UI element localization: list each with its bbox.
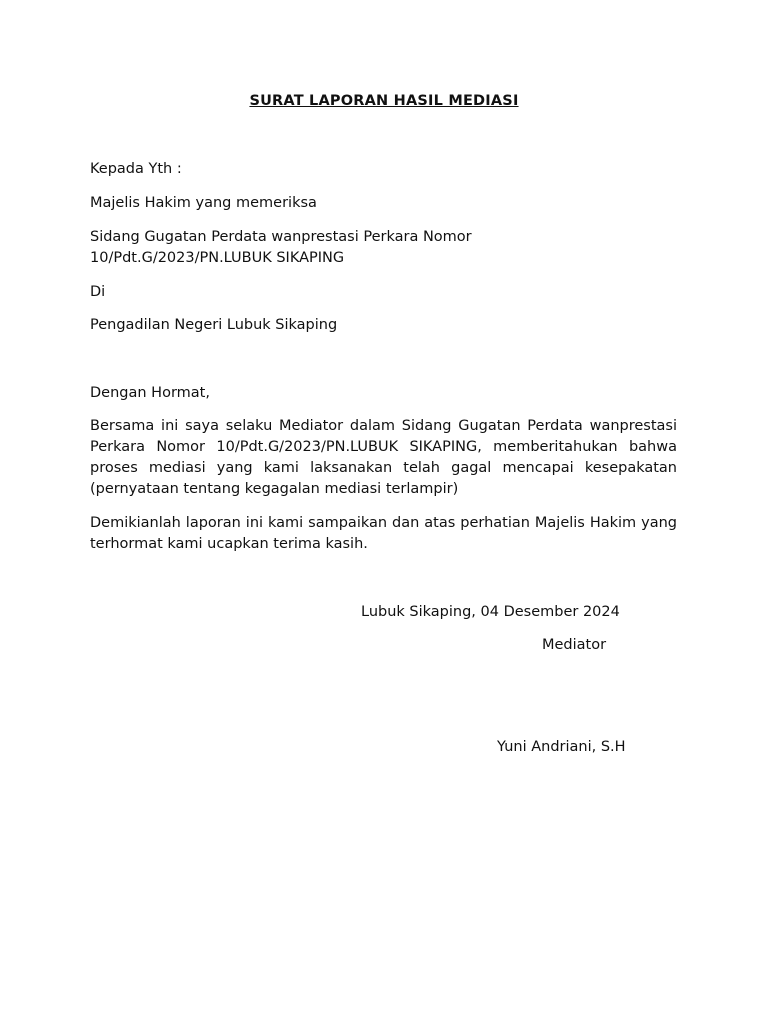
recipient-salutation: Kepada Yth :: [90, 161, 182, 177]
greeting: Dengan Hormat,: [90, 385, 210, 401]
recipient-line-judges: Majelis Hakim yang memeriksa: [90, 195, 317, 211]
body-paragraph-2: Demikianlah laporan ini kami sampaikan dan atas perhatian Majelis Hakim yang terhormat kami ucapkan terima kasih.: [90, 515, 677, 552]
recipient-line-case-number: 10/Pdt.G/2023/PN.LUBUK SIKAPING: [90, 250, 345, 266]
signatory-name: Yuni Andriani, S.H: [497, 739, 626, 755]
body-paragraph-1: Bersama ini saya selaku Mediator dalam Sidang Gugatan Perdata wanprestasi Perkara Nomor 10/Pdt.G/2023/PN.LUBUK SIKAPING, memberitahukan bahwa proses mediasi yang kami laksanakan telah gagal mencapai kesepakatan (pernyataan tentang kegagalan mediasi terlampir): [90, 418, 677, 497]
signatory-role: Mediator: [542, 637, 607, 653]
recipient-di: Di: [90, 284, 106, 300]
recipient-line-case: Sidang Gugatan Perdata wanprestasi Perkara Nomor: [90, 229, 472, 245]
recipient-court: Pengadilan Negeri Lubuk Sikaping: [90, 317, 338, 333]
document-title: SURAT LAPORAN HASIL MEDIASI: [249, 93, 519, 109]
place-and-date: Lubuk Sikaping, 04 Desember 2024: [361, 604, 620, 620]
